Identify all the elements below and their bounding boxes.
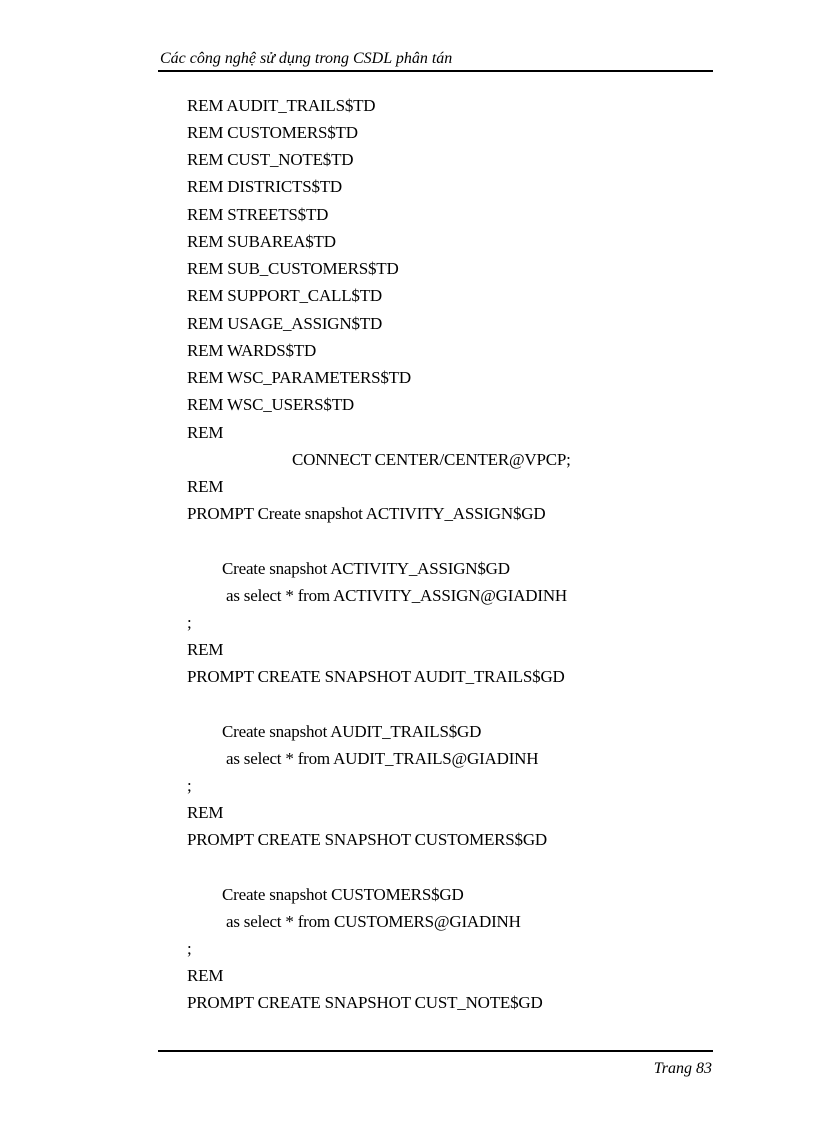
code-line: REM CUST_NOTE$TD [187, 150, 354, 169]
code-line: ; [187, 613, 192, 632]
code-line: REM STREETS$TD [187, 205, 329, 224]
code-line: REM WSC_USERS$TD [187, 395, 354, 414]
code-line: REM [187, 640, 224, 659]
page-number: Trang 83 [653, 1060, 712, 1077]
code-line: PROMPT CREATE SNAPSHOT CUSTOMERS$GD [187, 830, 548, 849]
code-line: as select * from AUDIT_TRAILS@GIADINH [226, 749, 539, 768]
code-line: REM SUPPORT_CALL$TD [187, 286, 382, 305]
code-line: PROMPT CREATE SNAPSHOT AUDIT_TRAILS$GD [187, 667, 565, 686]
code-line: REM WARDS$TD [187, 341, 317, 360]
code-line: PROMPT CREATE SNAPSHOT CUST_NOTE$GD [187, 993, 543, 1012]
code-line: ; [187, 776, 192, 795]
code-line: ; [187, 939, 192, 958]
code-line: PROMPT Create snapshot ACTIVITY_ASSIGN$GD [187, 504, 546, 523]
code-line: REM [187, 966, 224, 985]
code-line: REM USAGE_ASSIGN$TD [187, 314, 383, 333]
page-header-title: Các công nghệ sử dụng trong CSDL phân tán [160, 50, 453, 67]
code-line: as select * from CUSTOMERS@GIADINH [226, 912, 521, 931]
code-line: Create snapshot ACTIVITY_ASSIGN$GD [222, 559, 510, 578]
footer-divider [158, 1050, 713, 1052]
code-line: CONNECT CENTER/CENTER@VPCP; [292, 450, 571, 469]
code-line: as select * from ACTIVITY_ASSIGN@GIADINH [226, 586, 567, 605]
code-line: REM CUSTOMERS$TD [187, 123, 358, 142]
code-line: REM DISTRICTS$TD [187, 177, 343, 196]
code-line: REM SUBAREA$TD [187, 232, 336, 251]
code-line: Create snapshot CUSTOMERS$GD [222, 885, 464, 904]
code-line: REM [187, 423, 224, 442]
code-line: REM [187, 803, 224, 822]
code-line: REM [187, 477, 224, 496]
code-line: Create snapshot AUDIT_TRAILS$GD [222, 722, 482, 741]
code-line: REM SUB_CUSTOMERS$TD [187, 259, 399, 278]
code-line: REM AUDIT_TRAILS$TD [187, 96, 376, 115]
code-line: REM WSC_PARAMETERS$TD [187, 368, 411, 387]
